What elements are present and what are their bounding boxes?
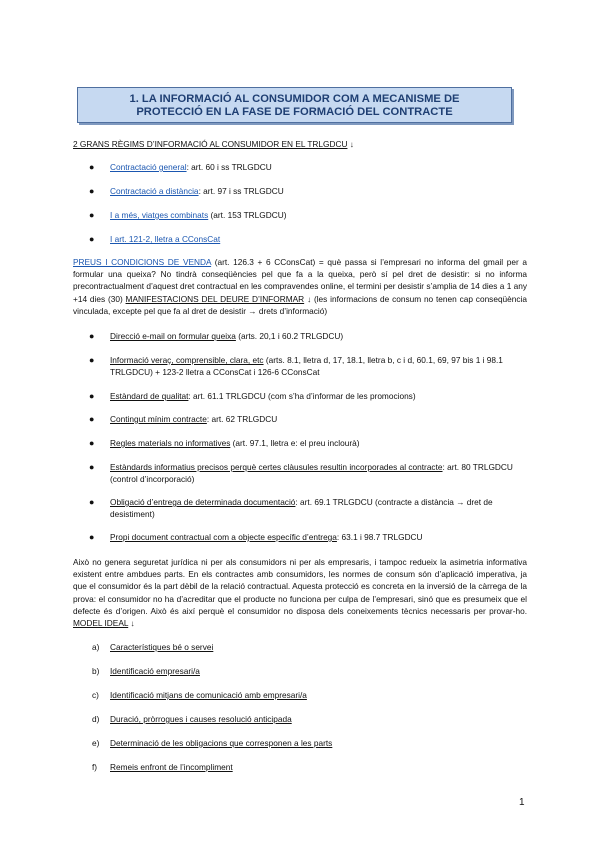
duty-item-ref: : art. 61.1 TRLGDCU (com s’ha d’informar de les promocions): [188, 391, 416, 401]
duty-item: [110, 437, 528, 449]
duty-item-ref: (arts. 8.1, lletra d, 17, 18.1, lletra b, c i d, 60.1, 69, 97 bis 1 i 98.1 TRLGDCU) + 123-2 lletra a CConsCat i 126-6 CConsCat: [110, 355, 503, 378]
duty-item: [110, 354, 528, 378]
model-item: Identificació mitjans de comunicació amb empresari/a: [110, 690, 307, 700]
regime-item: [110, 185, 284, 197]
bullet-icon: ●: [89, 438, 95, 448]
regime-item: [110, 233, 220, 245]
duty-item: [110, 330, 528, 342]
duty-item-title: Informació veraç, comprensible, clara, etc: [110, 355, 264, 365]
duty-item-ref: (arts. 20,1 i 60.2 TRLGDCU): [235, 331, 344, 341]
regimes-heading-arrow: ↓: [347, 139, 354, 149]
duty-item-ref: : art. 62 TRLGDCU: [206, 414, 278, 424]
bullet-icon: ●: [89, 414, 95, 424]
duty-item-title: Regles materials no informatives: [110, 438, 231, 448]
title-line-2: PROTECCIÓ EN LA FASE DE FORMACIÓ DEL CONTRACTE: [136, 106, 453, 118]
duty-item: [110, 531, 528, 543]
duty-item-title: Estàndards informatius precisos perquè certes clàusules resultin incorporades al contracte: [110, 462, 443, 472]
price-conditions-link[interactable]: PREUS I CONDICIONS DE VENDA: [73, 257, 212, 267]
regime-ref: : art. 97 i ss TRLGDCU: [198, 186, 284, 196]
model-item: Duració, pròrrogues i causes resolució anticipada: [110, 714, 292, 724]
section-title-box: [77, 87, 512, 123]
duty-item-title: Estàndard de qualitat: [110, 391, 189, 401]
model-item: Identificació empresari/a: [110, 666, 200, 676]
legal-certainty-text: Això no genera seguretat jurídica ni per als consumidors ni per als empresaris, i tampoc redueix la asimetria informativa existent entre ambdues parts. En els contractes amb consumidors, les normes de consum són d’aplicació imperativa, ja que el consumidor és la part dèbil de la relació contractual. Aquesta protecció es concreta en la inversió de la càrrega de la prova: el consumidor no ha d’acreditar que el producte no funciona per culpa de l’empresari, sinó que es presumeix que el defecte és d’origen. Això és així perquè el consumidor no disposa dels coneixements tècnics necessaris per provar-ho.: [73, 557, 527, 616]
regime-link[interactable]: I a més, viatges combinats: [110, 210, 209, 220]
regime-item: [110, 161, 272, 173]
model-item: Remeis enfront de l’incompliment: [110, 762, 233, 772]
model-ideal-label: MODEL IDEAL: [73, 618, 129, 629]
model-ideal-arrow: ↓: [128, 618, 135, 629]
list-letter: b): [92, 666, 100, 676]
model-item: Característiques bé o servei: [110, 642, 214, 652]
duty-item-ref: : art. 80 TRLGDCU (control d’incorporació): [110, 462, 513, 485]
price-conditions-text: (art. 126.3 + 6 CConsCat) = què passa si l’empresari no informa del gmail per a formular una queixa? No tindrà conseqüències pel que fa a la queixa, però sí pel dret de desistir: si no informa precontractualment d’aquest dret contractual en les compravendes online, el termini per desistir s’amplia de 14 dies a 1 any +14 dies (30): [73, 257, 528, 304]
duty-item-title: Obligació d’entrega de determinada documentació: [110, 497, 296, 507]
bullet-icon: ●: [89, 331, 95, 341]
bullet-icon: ●: [89, 234, 95, 244]
bullet-icon: ●: [89, 532, 95, 542]
duty-item: [110, 413, 528, 425]
regimes-heading-text: 2 GRANS RÈGIMS D’INFORMACIÓ AL CONSUMIDOR EN EL TRLGDCU: [73, 139, 348, 149]
bullet-icon: ●: [89, 391, 95, 401]
price-conditions-paragraph: [73, 256, 527, 317]
list-letter: f): [92, 762, 98, 772]
bullet-icon: ●: [89, 355, 95, 365]
regimes-heading: [73, 138, 354, 150]
list-letter: d): [92, 714, 100, 724]
duty-item-title: Direcció e-mail on formular queixa: [110, 331, 236, 341]
regime-item: [110, 209, 286, 221]
duty-item-ref: : 63.1 i 98.7 TRLGDCU: [336, 532, 423, 542]
model-item: Determinació de les obligacions que corresponen a les parts: [110, 738, 333, 748]
regime-ref: : art. 60 i ss TRLGDCU: [186, 162, 272, 172]
duty-item-ref: (art. 97.1, lletra e: el preu inclourà): [230, 438, 360, 448]
list-letter: a): [92, 642, 100, 652]
list-letter: c): [92, 690, 99, 700]
legal-certainty-paragraph: [73, 556, 527, 629]
bullet-icon: ●: [89, 186, 95, 196]
title-line-1: 1. LA INFORMACIÓ AL CONSUMIDOR COM A MECANISME DE: [129, 93, 460, 105]
regime-link[interactable]: I art. 121-2, lletra a CConsCat: [110, 234, 221, 244]
bullet-icon: ●: [89, 210, 95, 220]
regime-ref: (art. 153 TRLGDCU): [208, 210, 287, 220]
page-number: 1: [519, 797, 525, 808]
manifestations-label: MANIFESTACIONS DEL DEURE D’INFORMAR: [125, 293, 305, 304]
duty-item: [110, 461, 528, 485]
regime-link[interactable]: Contractació a distància: [110, 186, 199, 196]
duty-item-ref: : art. 69.1 TRLGDCU (contracte a distància → dret de desistiment): [110, 497, 493, 520]
bullet-icon: ●: [89, 462, 95, 472]
bullet-icon: ●: [89, 162, 95, 172]
duty-item: [110, 390, 528, 402]
duty-item-title: Contingut mínim contracte: [110, 414, 207, 424]
manifestations-text: ↓ (les informacions de consum no tenen cap conseqüència vinculada, excepte pel que fa al dret de desistir → drets d’informació): [73, 293, 528, 316]
list-letter: e): [92, 738, 100, 748]
regime-link[interactable]: Contractació general: [110, 162, 187, 172]
bullet-icon: ●: [89, 497, 95, 507]
duty-item: [110, 496, 528, 520]
duty-item-title: Propi document contractual com a objecte específic d’entrega: [110, 532, 337, 542]
